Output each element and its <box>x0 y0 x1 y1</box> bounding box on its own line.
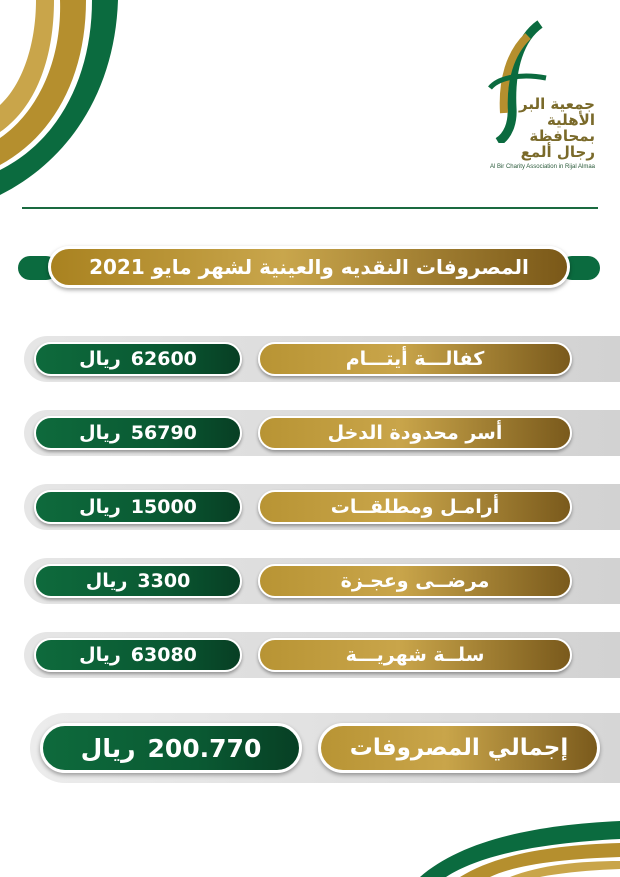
total-amount-value: 200.770 <box>147 733 262 763</box>
logo-name-line1: جمعية البر <box>518 95 595 113</box>
logo-name-line4: رجال ألمع <box>520 143 595 161</box>
association-logo <box>470 18 595 176</box>
title-banner <box>18 246 600 290</box>
amount-pill <box>34 564 242 598</box>
corner-decoration-top-left <box>0 0 130 195</box>
expense-row <box>24 410 620 456</box>
expense-label: كفالـــة أيتـــام <box>258 342 572 376</box>
amount-value: 62600 <box>130 348 197 370</box>
currency-label: ريال <box>85 570 128 592</box>
expense-row <box>24 632 620 678</box>
amount-pill <box>34 416 242 450</box>
expense-row <box>24 336 620 382</box>
expense-label: مرضــى وعجـزة <box>258 564 572 598</box>
currency-label: ريال <box>79 422 121 444</box>
logo-name-line2: الأهلية <box>546 111 595 129</box>
amount-pill <box>34 638 242 672</box>
total-amount-pill <box>40 723 302 773</box>
total-currency-label: ريال <box>80 733 136 763</box>
amount-value: 56790 <box>130 422 197 444</box>
divider-line <box>22 207 598 209</box>
amount-pill <box>34 342 242 376</box>
logo-mark-icon <box>480 18 550 143</box>
currency-label: ريال <box>79 348 121 370</box>
expense-label: سلــة شهريـــة <box>258 638 572 672</box>
corner-decoration-bottom-right <box>420 817 620 877</box>
expense-label: أسر محدودة الدخل <box>258 416 572 450</box>
currency-label: ريال <box>79 644 121 666</box>
page-title: المصروفات النقديه والعينية لشهر مايو 2021 <box>48 246 570 288</box>
currency-label: ريال <box>79 496 121 518</box>
logo-name-english: Al Bir Charity Association in Rijal Almaa <box>489 164 595 170</box>
expense-label: أرامـل ومطلقــات <box>258 490 572 524</box>
total-label: إجمالي المصروفات <box>318 723 600 773</box>
logo-name-line3: بمحافظة <box>529 127 595 145</box>
expense-row <box>24 484 620 530</box>
amount-value: 15000 <box>130 496 197 518</box>
amount-pill <box>34 490 242 524</box>
expense-row <box>24 558 620 604</box>
total-row <box>30 713 620 783</box>
amount-value: 3300 <box>137 570 191 592</box>
amount-value: 63080 <box>130 644 197 666</box>
